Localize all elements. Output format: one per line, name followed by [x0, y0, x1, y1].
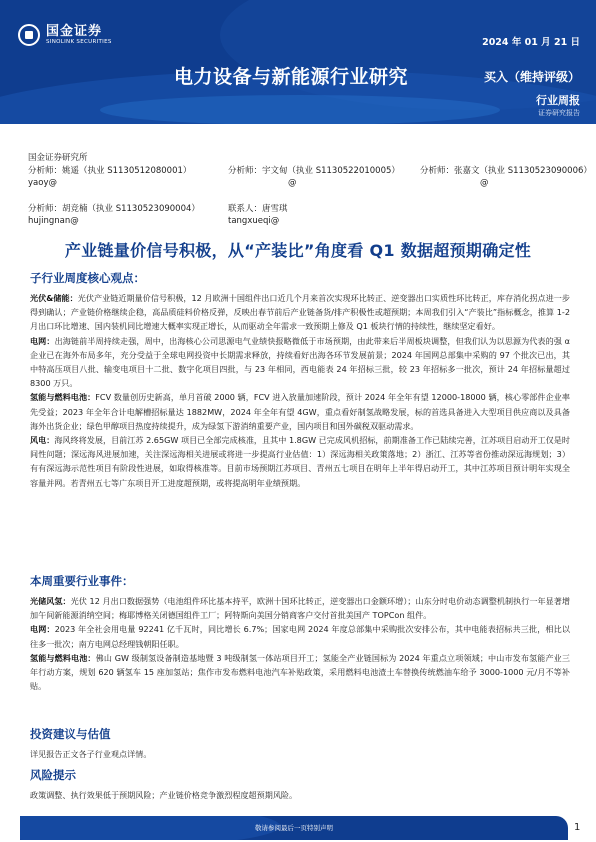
core-view-paragraph	[30, 291, 570, 334]
core-view-paragraph	[30, 334, 570, 391]
logo-icon	[18, 24, 40, 46]
event-paragraph	[30, 594, 570, 622]
contact-email: tangxueqi@	[228, 216, 280, 226]
author-name: 分析师：姚遥（执业 S1130512080001）	[28, 166, 192, 176]
event-label: 光储风氢：	[30, 596, 71, 606]
event-label: 氢能与燃料电池：	[30, 652, 96, 663]
contact-name: 联系人：唐雪琪	[228, 204, 288, 214]
event-paragraph	[30, 622, 570, 650]
core-view-label: 光伏&储能：	[30, 293, 78, 303]
core-view-paragraph	[30, 390, 570, 433]
author-row	[28, 203, 578, 227]
core-view-label: 氢能与燃料电池：	[30, 392, 96, 403]
footer-bar	[20, 816, 568, 840]
core-view-paragraph	[30, 433, 570, 490]
risk-title: 风险提示	[30, 768, 76, 782]
core-view-text: FCV 数量创历史新高，单月首破 2000 辆，FCV 进入放量加速阶段，预计 2024 年全年有望 12000-18000 辆，核心零部件企业率先受益；2023 年全年合计电解槽招标量达 1882MW，2024 年全年有望 4GW，重点看好制氢战略发展，标的首选具备进入大型项目供应商以及具备海外出货企业；绿色甲醇项目热度持续提升，成为绿氢下游消纳重要产业，国内项目和国外碳税双驱动需求。	[30, 392, 570, 431]
report-subtype: 证券研究报告	[538, 109, 580, 117]
industry-title: 电力设备与新能源行业研究	[174, 66, 409, 88]
banner-glow-decoration	[100, 95, 500, 124]
core-views-title: 子行业周度核心观点：	[30, 271, 145, 285]
logo-cn: 国金证券	[46, 23, 103, 39]
risk-text: 政策调整、执行效果低于预期风险；产业链价格竞争激烈程度超预期风险。	[30, 790, 298, 800]
author-entry	[28, 203, 228, 227]
event-paragraph	[30, 651, 570, 694]
institute-name: 国金证券研究所	[28, 153, 88, 163]
author-row	[28, 165, 592, 189]
rating: 买入（维持评级）	[483, 70, 580, 84]
core-view-text: 出海链前半周持续走强，周中，出海核心公司思源电气业绩快报略微低于市场预期，由此带来后半周板块调整，但我们认为以思源为代表的强 α 企业已在海外布局多年，充分受益于全球电网投资中长期需求释放，持续看好出海各环节发展前景；2024 年国网总部集中采购的 97 个批次已出，其中特高压项目八批、输变电项目十二批、数字化项目四批，与 23 年相同，西电能表 24 年招标三批，较 23 年招标多一批次，预计 24 年招标量超过 8300 万只。	[30, 335, 570, 389]
report-date: 2024 年 01 月 21 日	[482, 37, 580, 48]
report-headline: 产业链量价信号积极，从“产装比”角度看 Q1 数据超预期确定性	[64, 241, 532, 260]
footer-disclaimer: 敬请参阅最后一页特别声明	[255, 824, 333, 832]
header-banner	[0, 0, 596, 124]
author-email: @	[288, 178, 297, 188]
events-title: 本周重要行业事件：	[30, 574, 134, 588]
page-number: 1	[574, 822, 581, 833]
author-name: 分析师：胡竞楠（执业 S1130523090004）	[28, 204, 200, 214]
report-type: 行业周报	[536, 94, 580, 107]
core-view-label: 风电：	[30, 435, 55, 446]
logo-text	[46, 25, 112, 46]
risk-section	[30, 767, 570, 802]
event-label: 电网：	[30, 624, 55, 635]
author-name: 分析师：张嘉文（执业 S1130523090006）	[420, 166, 592, 176]
core-views-section	[30, 270, 570, 490]
core-view-text: 光伏产业链近期量价信号积极，12 月欧洲十国组件出口近几个月来首次实现环比转正、逆变器出口实质性环比转正，库存消化拐点进一步得到确认；产业链价格继续企稳，高品质硅料价格反弹，反映出春节前后产业链备货/排产积极性或超预期；本周我们引入“产装比”指标概念，推算 1-2 月出口环比增速、国内装机同比增速大概率实现正增长，从而驱动全年需求一致预期上修及 Q1 板块行情的持续性，继续坚定看好。	[30, 293, 570, 332]
advice-section	[30, 726, 570, 761]
logo-en: SINOLINK SECURITIES	[46, 38, 112, 45]
author-entry	[228, 165, 420, 189]
author-email: yaoy@	[28, 178, 57, 188]
author-email: hujingnan@	[28, 216, 79, 226]
event-text: 2023 年全社会用电量 92241 亿千瓦时，同比增长 6.7%；国家电网 2024 年度总部集中采购批次安排公布，其中电能表招标共三批，相比以往多一批次；南方电网总经理钱朝阳任职。	[30, 624, 570, 649]
author-entry	[28, 165, 228, 189]
core-view-text: 海风终将发展，目前江苏 2.65GW 项目已全部完成核准，且其中 1.8GW 已完成风机招标，前期准备工作已陆续完善，江苏项目启动开工仅是时间性问题；深远海风进展加速，关注深远海相关进展或将进一步提高行业估值：1）深远海相关政策落地；2）浙江、江苏等省份推动深远海规划；3）有有深远海示范性项目有阶段性进展，如取得核准等。目前市场预期江苏项目、青州五七项目在明年上半年得启动开工，其中江苏项目预计明年实现全容量并网。若青州五七等广东项目开工进度超预期，或将提高明年业绩预期。	[30, 435, 570, 488]
company-logo	[18, 24, 112, 46]
author-entry	[420, 165, 592, 189]
event-text: 光伏 12 月出口数据强势（电池组件环比基本持平，欧洲十国环比转正，逆变器出口金额环增）；山东分时电价动态调整机制执行一年显著增加午间新能源消纳空间；梅耶博格关闭德国组件工厂；阿特斯向美国分销商客户交付首批美国产 TOPCon 组件。	[30, 596, 570, 621]
author-block	[28, 152, 592, 227]
author-entry	[228, 203, 420, 227]
author-name: 分析师：宇文甸（执业 S1130522010005）	[228, 166, 400, 176]
event-text: 佛山 GW 级制氢设备制造基地暨 3 吨级制氢一体站项目开工；氢能全产业链国标为 2024 年重点立项领域；中山市发布氢能产业三年行动方案，规划 620 辆氢车 15 座加氢站；焦作市发布燃料电池汽车补贴政策，采用燃料电池渣土车替换传统燃油车给予 3000-1000 元/月不等补贴。	[30, 652, 570, 692]
advice-title: 投资建议与估值	[30, 727, 111, 741]
author-email: @	[480, 178, 489, 188]
advice-text: 详见报告正文各子行业观点详情。	[30, 749, 152, 759]
core-view-label: 电网：	[30, 335, 55, 346]
events-section	[30, 573, 570, 693]
